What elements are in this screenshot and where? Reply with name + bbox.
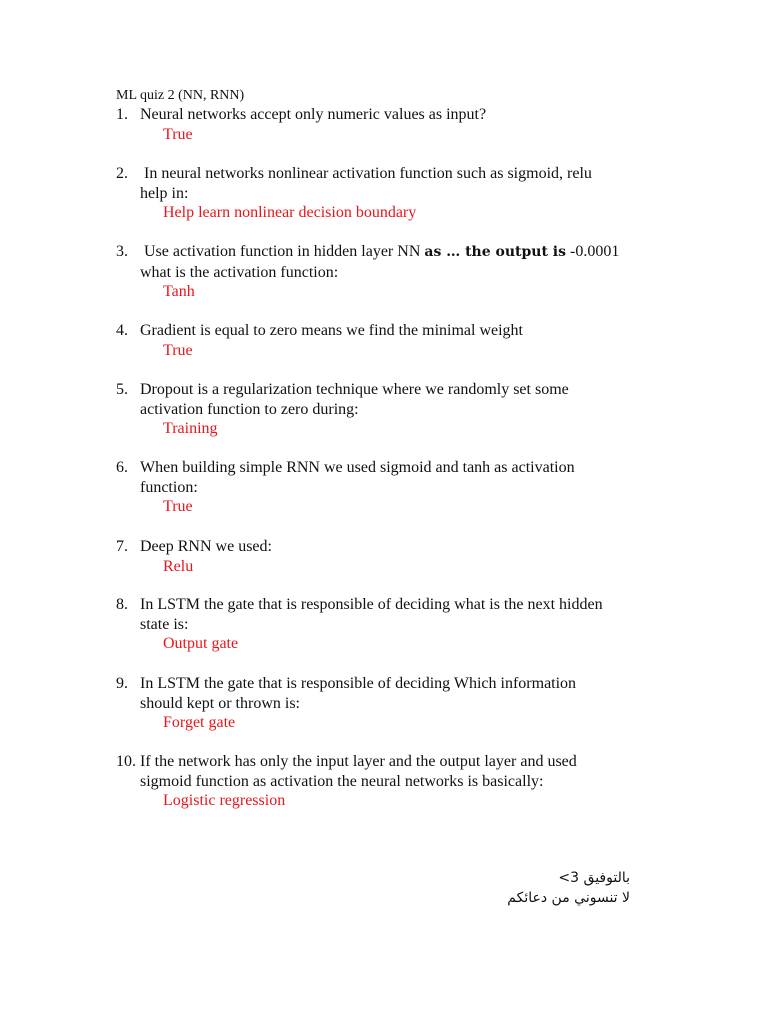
question-number: 10. bbox=[116, 753, 136, 770]
question-text-end: -0.0001 bbox=[566, 243, 620, 260]
question-2 bbox=[116, 164, 676, 223]
answer-text: Logistic regression bbox=[163, 792, 286, 809]
question-3 bbox=[116, 242, 676, 302]
question-number: 1. bbox=[116, 106, 128, 123]
question-number: 8. bbox=[116, 596, 128, 613]
question-text: Neural networks accept only numeric values as input? bbox=[140, 106, 487, 123]
question-text: In LSTM the gate that is responsible of deciding Which information bbox=[140, 675, 577, 692]
question-9 bbox=[116, 674, 676, 733]
question-8 bbox=[116, 595, 676, 654]
question-number: 4. bbox=[116, 322, 128, 339]
question-5 bbox=[116, 380, 676, 439]
answer-text: True bbox=[163, 125, 193, 143]
question-10 bbox=[116, 752, 676, 811]
answer-text: True bbox=[163, 341, 193, 359]
question-text-bold: as … the output is bbox=[424, 244, 566, 260]
question-text: Dropout is a regularization technique where we randomly set some bbox=[140, 381, 569, 398]
answer-text: Training bbox=[163, 420, 218, 437]
question-text-continued: what is the activation function: bbox=[140, 263, 339, 281]
question-text: If the network has only the input layer and the output layer and used bbox=[140, 753, 577, 770]
closing-note bbox=[507, 868, 630, 908]
question-text: In LSTM the gate that is responsible of deciding what is the next hidden bbox=[140, 596, 603, 613]
question-text: Use activation function in hidden layer NN bbox=[140, 243, 425, 260]
question-4 bbox=[116, 321, 676, 360]
answer-text: Help learn nonlinear decision boundary bbox=[163, 204, 417, 221]
question-text: Gradient is equal to zero means we find the minimal weight bbox=[140, 322, 523, 339]
question-number: 5. bbox=[116, 381, 128, 398]
question-text-continued: should kept or thrown is: bbox=[140, 694, 300, 712]
question-text-continued: state is: bbox=[140, 615, 189, 633]
question-number: 6. bbox=[116, 459, 128, 476]
question-text: When building simple RNN we used sigmoid and tanh as activation bbox=[140, 459, 575, 476]
closing-line-2: لا تنسوني من دعائكم bbox=[507, 890, 630, 906]
question-6 bbox=[116, 458, 676, 517]
question-text-continued: help in: bbox=[140, 184, 189, 202]
answer-text: Forget gate bbox=[163, 714, 236, 731]
question-1 bbox=[116, 105, 676, 144]
question-text-continued: function: bbox=[140, 478, 198, 496]
question-text: Deep RNN we used: bbox=[140, 538, 272, 555]
question-number: 7. bbox=[116, 538, 128, 555]
question-number: 2. bbox=[116, 165, 128, 182]
question-number: 9. bbox=[116, 675, 128, 692]
answer-text: True bbox=[163, 498, 193, 515]
closing-line-1: بالتوفيق 3> bbox=[558, 870, 630, 886]
question-text: In neural networks nonlinear activation function such as sigmoid, relu bbox=[140, 165, 592, 182]
answer-text: Tanh bbox=[163, 283, 195, 300]
question-text-continued: sigmoid function as activation the neural networks is basically: bbox=[140, 772, 544, 790]
question-text-continued: activation function to zero during: bbox=[140, 400, 359, 418]
answer-text: Output gate bbox=[163, 635, 239, 652]
answer-text: Relu bbox=[163, 557, 194, 575]
question-7 bbox=[116, 537, 676, 576]
question-number: 3. bbox=[116, 243, 128, 260]
quiz-title: ML quiz 2 (NN, RNN) bbox=[116, 88, 245, 103]
